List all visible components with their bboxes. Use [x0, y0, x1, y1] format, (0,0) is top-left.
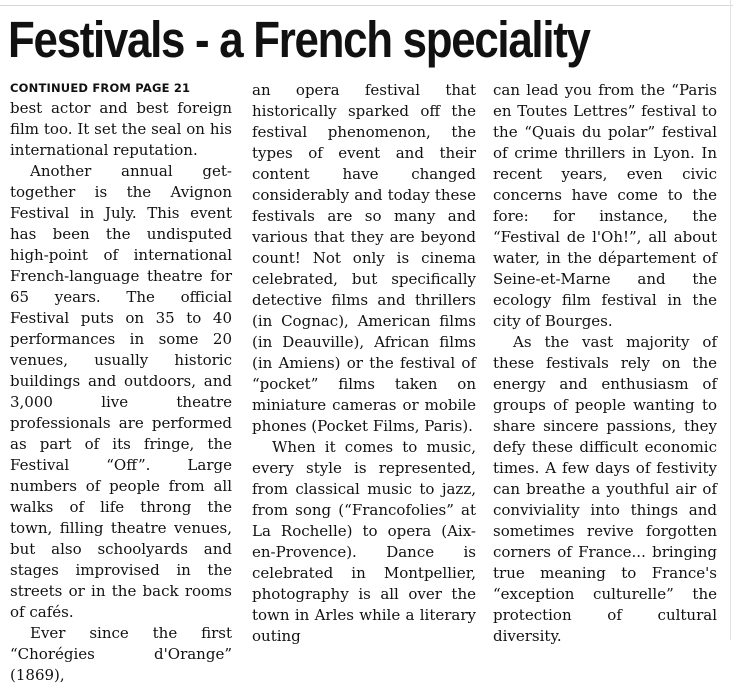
- column-3-paragraph-2: As the vast majority of these festivals rely on the energy and enthusiasm of groups of people wanting to share sincere passions, they defy these difficult economic times. A few days of festivity can breathe a youthful air of conviviality into things and sometimes revive forgotten corners of France... bringing true meaning to France's “exception culturelle” the protection of cultural diversity.: [493, 333, 717, 645]
- column-1-paragraph-1: best actor and best foreign film too. It set the seal on his international reputation.: [10, 99, 232, 159]
- column-2-paragraph-1: an opera festival that historically sparked off the festival phenomenon, the types of event and their content have changed considerably and today these festivals are so many and various that they are beyond count! Not only is cinema celebrated, but specifically detective films and thrillers (in Cognac), American films (in Deauville), African films (in Amiens) or the festival of “pocket” films taken on miniature cameras or mobile phones (Pocket Films, Paris).: [252, 81, 476, 435]
- right-rule: [730, 0, 731, 640]
- top-rule: [0, 5, 733, 6]
- article-column-3: [493, 80, 717, 647]
- column-3-paragraph-1: can lead you from the “Paris en Toutes Lettres” festival to the “Quais du polar” festival of crime thrillers in Lyon. In recent years, even civic concerns have come to the fore: for instance, the “Festival de l'Oh!”, all about water, in the département of Seine-et-Marne and the ecology film festival in the city of Bourges.: [493, 81, 717, 330]
- article-column-1: [10, 80, 232, 686]
- article-column-2: [252, 80, 476, 647]
- article-headline: Festivals - a French speciality: [8, 11, 590, 68]
- continued-kicker: CONTINUED FROM PAGE 21: [10, 81, 191, 95]
- column-2-paragraph-2: When it comes to music, every style is represented, from classical music to jazz, from song (“Francofolies” at La Rochelle) to opera (Aix-en-Provence). Dance is celebrated in Montpellier, photography is all over the town in Arles while a literary outing: [252, 438, 476, 645]
- column-1-paragraph-2: Another annual get-together is the Avignon Festival in July. This event has been the undisputed high-point of international French-language theatre for 65 years. The official Festival puts on 35 to 40 performances in some 20 venues, usually historic buildings and outdoors, and 3,000 live theatre professionals are performed as part of its fringe, the Festival “Off”. Large numbers of people from all walks of life throng the town, filling theatre venues, but also schoolyards and stages improvised in the streets or in the back rooms of cafés.: [10, 162, 232, 621]
- column-1-paragraph-3: Ever since the first “Chorégies d'Orange” (1869),: [10, 624, 232, 684]
